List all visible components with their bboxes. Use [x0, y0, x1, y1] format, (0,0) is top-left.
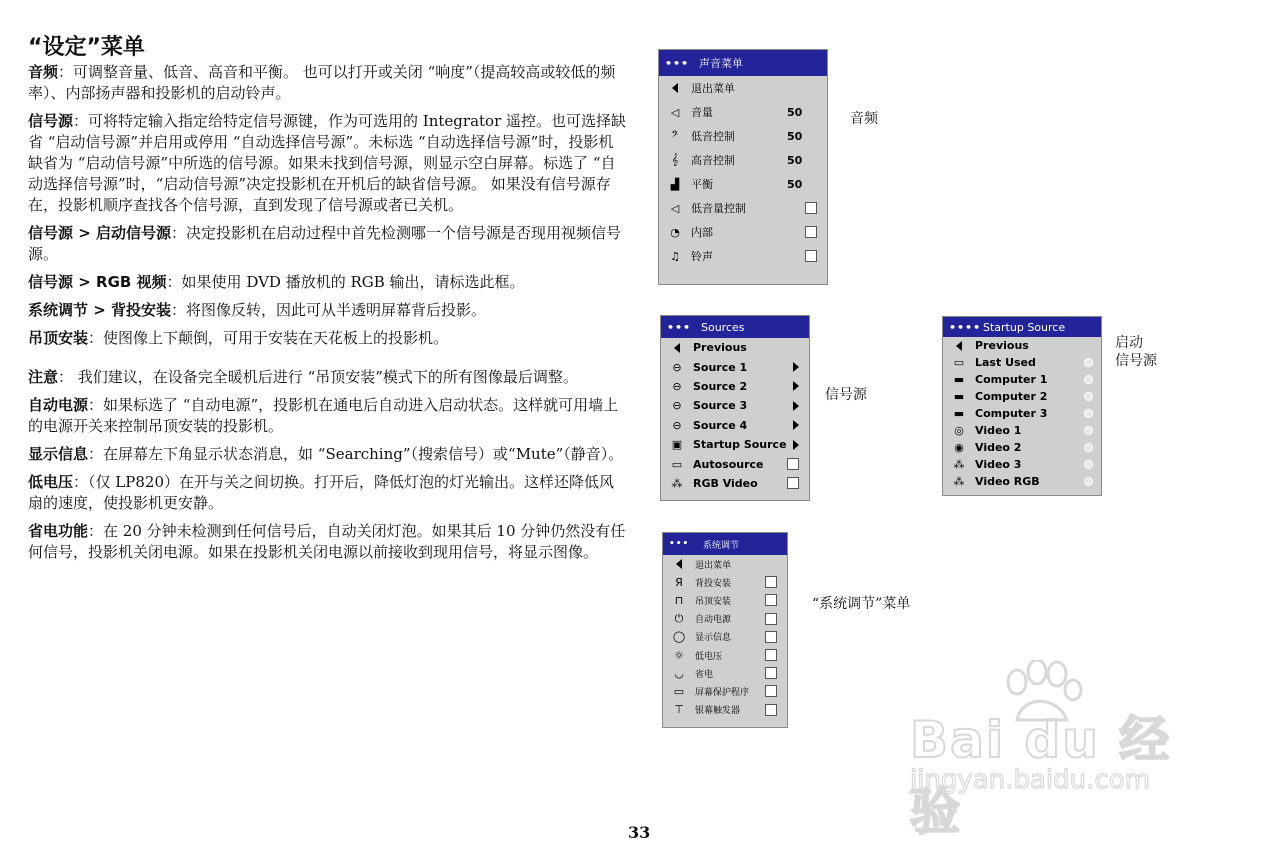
audio-menu-caption: 音频: [850, 111, 878, 127]
back-arrow-icon: [659, 83, 687, 93]
menu-item-label: 屏幕保护程序: [695, 687, 750, 698]
menu-item-label: Source 2: [693, 379, 748, 393]
menu-item-sources-5[interactable]: [661, 435, 809, 454]
menu-item-checkbox[interactable]: [805, 250, 817, 262]
menu-item-label: Computer 2: [975, 390, 1048, 403]
source-input-icon: ⊖: [672, 360, 682, 374]
menu-item-startup-5[interactable]: [943, 422, 1101, 439]
paragraph-text: 决定投影机在启动过程中首先检测哪一个信号源是否现用视频信号源。: [28, 224, 622, 263]
menu-item-system-5[interactable]: [663, 646, 787, 664]
text-column: [28, 62, 628, 570]
menu-item-radio[interactable]: [1084, 443, 1093, 452]
menu-item-system-1[interactable]: [663, 573, 787, 591]
menu-item-label: Computer 3: [975, 407, 1048, 420]
menu-item-value: 50: [787, 177, 803, 191]
menu-item-label: 省电: [695, 669, 714, 680]
paragraph: [28, 367, 628, 388]
paragraph-text: （仅 LP820）在开与关之间切换。打开后，降低灯泡的灯光输出。这样还降低风扇的速度，使投影机更安静。: [28, 473, 614, 512]
menu-item-audio-4[interactable]: [659, 172, 827, 196]
menu-item-label: 退出菜单: [691, 82, 735, 95]
paragraph-separator: ：: [58, 368, 74, 386]
menu-item-system-4[interactable]: [663, 628, 787, 646]
startup-menu-panel: [942, 316, 1102, 496]
paragraph-term: 低电压: [28, 473, 74, 491]
balance-icon: ▟: [670, 177, 680, 191]
menu-item-label: Source 1: [693, 360, 748, 374]
autosource-icon: ▭: [671, 457, 683, 471]
treble-clef-icon: 𝄞: [671, 153, 679, 166]
menu-item-label: Video 2: [975, 441, 1022, 454]
menu-item-radio[interactable]: [1084, 409, 1093, 418]
menu-item-system-8[interactable]: [663, 701, 787, 719]
menu-item-audio-1[interactable]: [659, 100, 827, 124]
paragraph: [28, 472, 628, 514]
menu-item-audio-5[interactable]: [659, 196, 827, 220]
audio-menu-panel: [658, 49, 828, 285]
paragraph-text: 如果标选了 “自动电源”，投影机在通电后自动进入启动状态。这样就可用墙上的电源开关来控制吊顶安装的投影机。: [28, 396, 619, 435]
menu-item-sources-6[interactable]: [661, 454, 809, 473]
paragraph: [28, 521, 628, 563]
menu-item-audio-7[interactable]: [659, 244, 827, 268]
paragraph-text: 将图像反转，因此可从半透明屏幕背后投影。: [186, 301, 487, 319]
submenu-arrow-icon: [793, 440, 799, 450]
paragraph-term: 信号源: [28, 112, 74, 130]
paragraph-separator: ：: [88, 329, 104, 347]
menu-item-value: 50: [787, 129, 803, 143]
menu-item-startup-1[interactable]: [943, 354, 1101, 371]
paragraph-separator: ：: [166, 273, 182, 291]
loudness-icon: ◁: [670, 201, 680, 215]
paragraph-separator: ：: [88, 445, 104, 463]
submenu-arrow-icon: [793, 401, 799, 411]
component-video-icon: ⁂: [953, 458, 965, 471]
back-arrow-icon: [943, 341, 971, 351]
menu-item-value: 50: [787, 105, 803, 119]
menu-dots-icon: ••••: [949, 320, 982, 334]
menu-item-checkbox[interactable]: [805, 202, 817, 214]
source-input-icon: ⊖: [672, 379, 682, 393]
auto-power-icon: ⏻: [674, 611, 684, 625]
submenu-arrow-icon: [793, 420, 799, 430]
menu-item-label: 高音控制: [691, 154, 735, 167]
low-power-icon: ☼: [674, 648, 684, 662]
menu-item-checkbox[interactable]: [787, 458, 799, 470]
paragraph-term: 省电功能: [28, 522, 89, 540]
menu-item-label: Autosource: [693, 457, 764, 471]
source-input-icon: ⊖: [672, 418, 682, 432]
menu-item-audio-0[interactable]: [659, 76, 827, 100]
paragraph-term: 显示信息: [28, 445, 89, 463]
menu-item-audio-2[interactable]: [659, 124, 827, 148]
menu-item-label: 低音控制: [691, 130, 735, 143]
paragraph-term: 系统调节 > 背投安装: [28, 301, 172, 319]
paragraph: [28, 272, 628, 293]
menu-item-startup-4[interactable]: [943, 405, 1101, 422]
menu-item-startup-2[interactable]: [943, 371, 1101, 388]
menu-item-label: 背投安装: [695, 578, 732, 589]
menu-item-checkbox[interactable]: [805, 226, 817, 238]
page-number: 33: [628, 823, 651, 842]
paragraph: [28, 62, 628, 104]
menu-item-checkbox[interactable]: [765, 613, 777, 625]
menu-item-checkbox[interactable]: [765, 649, 777, 661]
menu-item-label: Previous: [693, 341, 747, 355]
sources-menu-caption: 信号源: [825, 387, 867, 403]
menu-item-label: 内部: [691, 226, 713, 239]
speaker-icon: ◔: [670, 225, 680, 239]
ceiling-mount-icon: ⊓: [674, 593, 684, 607]
menu-item-label: Source 3: [693, 399, 748, 413]
power-save-icon: ◡: [674, 666, 684, 680]
menu-item-label: 银幕触发器: [695, 706, 741, 717]
menu-item-checkbox[interactable]: [765, 704, 777, 716]
menu-item-startup-8[interactable]: [943, 473, 1101, 490]
svideo-icon: ◉: [954, 441, 964, 454]
menu-item-label: 吊顶安装: [695, 596, 732, 607]
menu-item-checkbox[interactable]: [787, 477, 799, 489]
source-input-icon: ⊖: [672, 399, 682, 413]
menu-dots-icon: •••: [665, 56, 690, 70]
computer-icon: ▬: [953, 407, 965, 420]
menu-item-label: Previous: [975, 339, 1029, 352]
system-menu-panel: [662, 532, 788, 728]
menu-item-checkbox[interactable]: [765, 631, 777, 643]
baidu-watermark: [905, 660, 1205, 841]
paragraph-text: 可调整音量、低音、高音和平衡。 也可以打开或关闭 “响度”（提高较高或较低的频率）、内部扬声器和投影机的启动铃声。: [28, 63, 616, 102]
paragraph-separator: ：: [73, 473, 89, 491]
paragraph-term: 注意: [28, 368, 59, 386]
menu-dots-icon: •••: [669, 539, 690, 549]
menu-item-radio[interactable]: [1084, 477, 1093, 486]
startup-menu-title: Startup Source: [983, 320, 1066, 334]
paragraph: [28, 328, 628, 349]
menu-item-startup-3[interactable]: [943, 388, 1101, 405]
audio-menu-header: [659, 50, 827, 76]
rear-projection-icon: Я: [675, 575, 683, 589]
paragraph-separator: ：: [58, 63, 74, 81]
volume-icon: ◁: [670, 105, 680, 119]
paragraph: [28, 395, 628, 437]
paragraph-text: 在屏幕左下角显示状态消息，如 “Searching”（搜索信号）或“Mute”（静音）。: [103, 445, 624, 463]
menu-item-sources-3[interactable]: [661, 396, 809, 415]
menu-item-checkbox[interactable]: [765, 576, 777, 588]
computer-icon: ▬: [953, 390, 965, 403]
display-message-icon: ◯: [672, 630, 686, 644]
paragraph-term: 信号源 > RGB 视频: [28, 273, 167, 291]
computer-icon: ▬: [953, 373, 965, 386]
paragraph-text: 在 20 分钟未检测到任何信号后，自动关闭灯泡。如果其后 10 分钟仍然没有任何信号，投影机关闭电源。如果在投影机关闭电源以前接收到现用信号，将显示图像。: [28, 522, 626, 561]
paragraph-text: 如果使用 DVD 播放机的 RGB 输出，请标选此框。: [181, 273, 525, 291]
paragraph: [28, 300, 628, 321]
menu-item-system-7[interactable]: [663, 682, 787, 700]
paragraph-text: 可将特定输入指定给特定信号源键，作为可选用的 Integrator 遥控。也可选择缺省 “启动信号源”并启用或停用 “自动选择信号源”。未标选 “自动选择信号源”时，投影机缺省为 “启动信号源”中所选的信号源。如果未找到信号源，则显示空白屏幕。标选了 “自动选择信号源”时，“启动信号源”决定投影机在开机后的缺省信号源。 如果没有信号源存在，投影机顺序查找各个信号源，直到发现了信号源或者已关机。: [28, 112, 627, 214]
video-icon: ◎: [954, 424, 964, 437]
menu-item-checkbox[interactable]: [765, 685, 777, 697]
menu-item-startup-6[interactable]: [943, 439, 1101, 456]
menu-item-label: Computer 1: [975, 373, 1048, 386]
system-menu-header: [663, 533, 787, 555]
sources-menu-title: Sources: [701, 320, 745, 334]
menu-item-radio[interactable]: [1084, 375, 1093, 384]
startup-menu-caption-line1: 启动: [1115, 335, 1143, 351]
paragraph-term: 自动电源: [28, 396, 89, 414]
menu-item-label: 退出菜单: [695, 560, 732, 571]
menu-item-sources-4[interactable]: [661, 416, 809, 435]
startup-menu-header: [943, 317, 1101, 337]
watermark-brand: Bai du 经验: [910, 711, 1172, 841]
menu-item-checkbox[interactable]: [765, 594, 777, 606]
paragraph-separator: ：: [88, 522, 104, 540]
submenu-arrow-icon: [793, 362, 799, 372]
system-menu-caption: “系统调节”菜单: [812, 596, 911, 612]
menu-item-radio[interactable]: [1084, 460, 1093, 469]
system-menu-title: 系统调节: [703, 540, 740, 551]
menu-item-radio[interactable]: [1084, 426, 1093, 435]
menu-item-sources-7[interactable]: [661, 474, 809, 493]
menu-item-label: Video 1: [975, 424, 1022, 437]
menu-item-system-3[interactable]: [663, 610, 787, 628]
menu-item-label: 铃声: [691, 250, 713, 263]
menu-item-audio-3[interactable]: [659, 148, 827, 172]
paragraph-text: 我们建议，在设备完全暖机后进行 “吊顶安装”模式下的所有图像最后调整。: [73, 368, 578, 386]
menu-item-label: 显示信息: [695, 633, 732, 644]
menu-item-startup-7[interactable]: [943, 456, 1101, 473]
audio-menu-title: 声音菜单: [699, 57, 743, 70]
paragraph-separator: ：: [88, 396, 104, 414]
submenu-arrow-icon: [793, 381, 799, 391]
paragraph-term: 音频: [28, 63, 59, 81]
back-arrow-icon: [663, 559, 691, 569]
page-title: “设定”菜单: [28, 35, 145, 60]
menu-item-label: Last Used: [975, 356, 1036, 369]
menu-item-sources-1[interactable]: [661, 357, 809, 376]
menu-item-label: 音量: [691, 106, 713, 119]
menu-item-label: Video RGB: [975, 475, 1040, 488]
menu-item-system-0[interactable]: [663, 555, 787, 573]
back-arrow-icon: [661, 343, 689, 353]
menu-item-sources-0[interactable]: [661, 338, 809, 357]
sources-menu-header: [661, 316, 809, 338]
menu-item-label: 平衡: [691, 178, 713, 191]
menu-item-radio[interactable]: [1084, 358, 1093, 367]
menu-item-sources-2[interactable]: [661, 377, 809, 396]
paw-logo-icon: [997, 660, 1087, 730]
paragraph-text: 使图像上下颠倒，可用于安装在天花板上的投影机。: [103, 329, 449, 347]
chime-icon: ♫: [670, 249, 680, 263]
menu-item-label: 低音量控制: [691, 202, 746, 215]
menu-item-system-2[interactable]: [663, 591, 787, 609]
bass-clef-icon: 𝄢: [671, 129, 679, 142]
menu-item-checkbox[interactable]: [765, 667, 777, 679]
menu-item-label: RGB Video: [693, 476, 758, 490]
paragraph-term: 吊顶安装: [28, 329, 89, 347]
screen-saver-icon: ▭: [673, 684, 685, 698]
menu-item-startup-0[interactable]: [943, 337, 1101, 354]
rgb-video-icon: ⁂: [953, 475, 965, 488]
paragraph-separator: ：: [73, 112, 89, 130]
menu-item-label: 低电压: [695, 651, 723, 662]
paragraph: [28, 111, 628, 216]
menu-item-label: Source 4: [693, 418, 748, 432]
paragraph-term: 信号源 > 启动信号源: [28, 224, 172, 242]
watermark-url: jingyan.baidu.com: [910, 765, 1150, 795]
rgb-video-icon: ⁂: [671, 476, 683, 490]
last-used-icon: ▭: [953, 356, 965, 369]
menu-dots-icon: •••: [667, 320, 692, 334]
screen-trigger-icon: ⊤: [674, 703, 684, 717]
startup-source-icon: ▣: [671, 438, 683, 452]
menu-item-system-6[interactable]: [663, 664, 787, 682]
menu-item-value: 50: [787, 153, 803, 167]
menu-item-radio[interactable]: [1084, 392, 1093, 401]
menu-item-audio-6[interactable]: [659, 220, 827, 244]
menu-item-label: 自动电源: [695, 615, 732, 626]
paragraph-separator: ：: [171, 301, 187, 319]
paragraph: [28, 223, 628, 265]
startup-menu-caption-line2: 信号源: [1115, 353, 1157, 369]
menu-item-label: Video 3: [975, 458, 1022, 471]
paragraph-separator: ：: [171, 224, 187, 242]
paragraph: [28, 444, 628, 465]
menu-item-label: Startup Source: [693, 438, 787, 452]
sources-menu-panel: [660, 315, 810, 501]
